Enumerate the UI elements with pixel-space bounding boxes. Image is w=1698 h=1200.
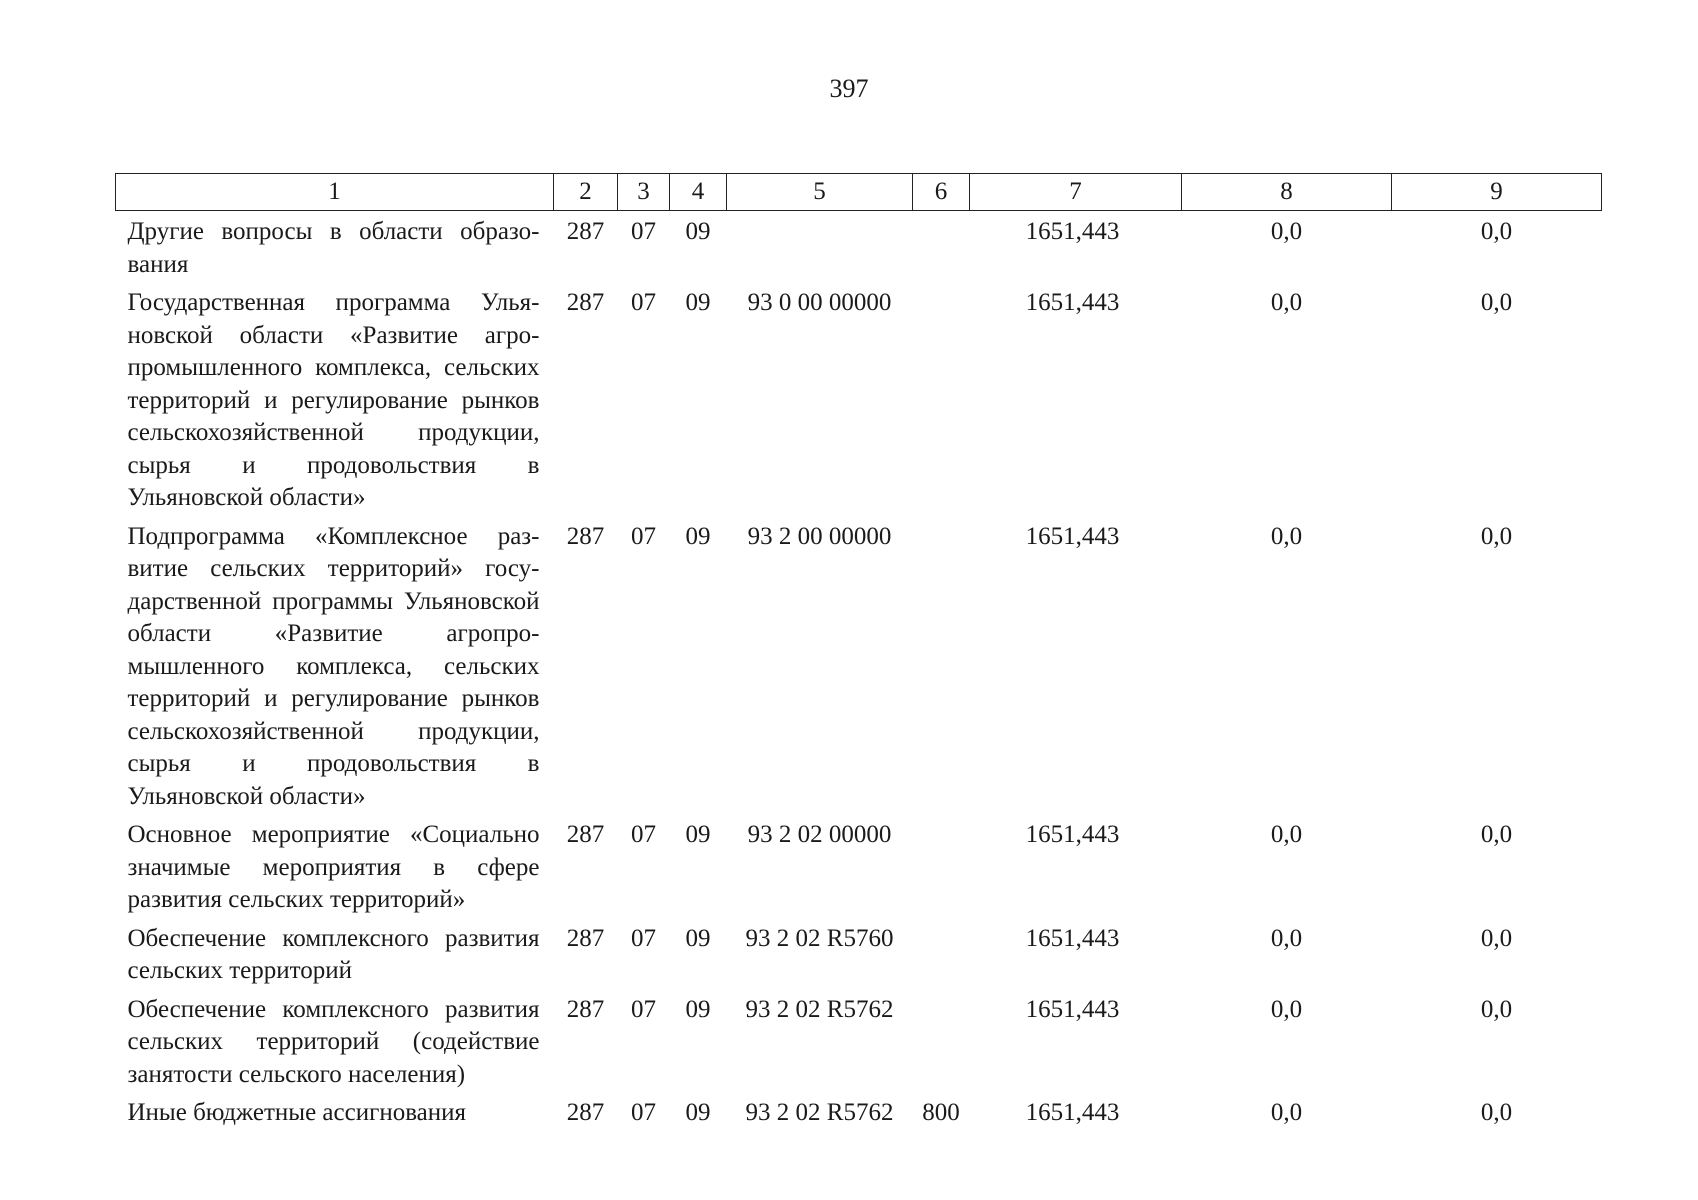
- column-header-5: 5: [727, 174, 913, 211]
- row-code-3: 07: [631, 995, 656, 1023]
- row-code-6: [913, 211, 970, 282]
- row-amount-9: 0,0: [1480, 522, 1513, 550]
- row-amount-8: 0,0: [1270, 522, 1303, 550]
- row-code-4: 09: [685, 995, 711, 1023]
- row-amount-8: 0,0: [1270, 218, 1303, 245]
- row-amount-8: 0,0: [1270, 995, 1303, 1023]
- row-code-2: 287: [566, 218, 605, 245]
- row-amount-7: 1651,443: [1025, 924, 1120, 952]
- table-row: [116, 917, 1602, 988]
- table-row: [116, 211, 1602, 282]
- row-code-3: 07: [631, 1099, 656, 1126]
- row-code-5: 93 2 02 R5760: [745, 924, 894, 952]
- row-code-5: 93 2 00 00000: [747, 522, 892, 550]
- row-amount-7: 1651,443: [1025, 218, 1120, 245]
- row-amount-8: 0,0: [1270, 821, 1303, 848]
- row-code-5: 93 2 02 R5762: [745, 995, 894, 1023]
- row-name: Обеспечение комплексного развития сельских территорий (содействие занятости сельского населения): [127, 995, 540, 1088]
- row-code-2: 287: [566, 289, 605, 316]
- row-name: Другие вопросы в области образования: [127, 218, 540, 278]
- row-amount-7: 1651,443: [1025, 289, 1120, 316]
- table-row: [116, 988, 1602, 1092]
- row-code-6: 800: [922, 1099, 960, 1126]
- row-code-6: [913, 281, 970, 515]
- row-amount-8: 0,0: [1270, 1099, 1303, 1126]
- row-name: Основное мероприятие «Социально значимые мероприятия в сфере развития сельских территорий»: [127, 821, 540, 913]
- row-code-5: 93 0 00 00000: [747, 289, 892, 316]
- row-amount-8: 0,0: [1270, 289, 1303, 316]
- budget-table: [115, 173, 1602, 1130]
- row-amount-8: 0,0: [1270, 924, 1303, 952]
- row-code-4: 09: [685, 289, 711, 316]
- column-header-7: 7: [970, 174, 1182, 211]
- row-code-5: 93 2 02 R5762: [745, 1099, 894, 1126]
- table-row: [116, 515, 1602, 814]
- column-header-9: 9: [1392, 174, 1602, 211]
- row-code-3: 07: [631, 522, 656, 550]
- column-header-1: 1: [116, 174, 554, 211]
- row-code-6: [913, 515, 970, 814]
- row-name: Иные бюджетные ассигнования: [127, 1099, 467, 1126]
- column-header-2: 2: [554, 174, 618, 211]
- row-code-3: 07: [631, 218, 656, 245]
- row-code-2: 287: [566, 1099, 605, 1126]
- row-amount-9: 0,0: [1480, 924, 1513, 952]
- row-code-3: 07: [631, 924, 656, 952]
- table-row: [116, 281, 1602, 515]
- row-amount-7: 1651,443: [1025, 1099, 1120, 1126]
- row-name: Подпрограмма «Комплексное развитие сельских территорий» государственной программы Ульяновской области «Развитие агропромышленного комплекса, сельских территорий и регулирование рынков сельскохозяйственной продукции, сырья и продовольствия в Ульяновской области»: [127, 522, 540, 810]
- row-code-4: 09: [685, 1099, 711, 1126]
- page-number: 397: [829, 74, 869, 103]
- row-code-2: 287: [566, 821, 605, 848]
- row-code-2: 287: [566, 522, 605, 550]
- row-amount-9: 0,0: [1480, 995, 1513, 1023]
- table-body: [116, 211, 1602, 1130]
- row-name: Обеспечение комплексного развития сельских территорий: [127, 924, 540, 984]
- row-amount-9: 0,0: [1480, 289, 1513, 316]
- row-name: Государственная программа Ульяновской области «Развитие агропромышленного комплекса, сельских территорий и регулирование рынков сельскохозяйственной продукции, сырья и продовольствия в Ульяновской области»: [127, 289, 540, 511]
- row-code-4: 09: [685, 522, 711, 550]
- row-code-3: 07: [631, 821, 656, 848]
- row-code-5: 93 2 02 00000: [747, 821, 892, 848]
- row-code-6: [913, 988, 970, 1092]
- column-header-4: 4: [670, 174, 727, 211]
- column-header-6: 6: [913, 174, 970, 211]
- table-row: [116, 813, 1602, 917]
- row-code-6: [913, 813, 970, 917]
- row-amount-9: 0,0: [1480, 218, 1513, 245]
- row-amount-7: 1651,443: [1025, 995, 1120, 1023]
- row-code-5: [727, 211, 913, 282]
- row-code-4: 09: [685, 924, 711, 952]
- row-amount-7: 1651,443: [1025, 522, 1120, 550]
- row-code-4: 09: [685, 218, 711, 245]
- column-header-3: 3: [618, 174, 670, 211]
- row-code-4: 09: [685, 821, 711, 848]
- row-code-6: [913, 917, 970, 988]
- row-amount-9: 0,0: [1480, 821, 1513, 848]
- row-amount-7: 1651,443: [1025, 821, 1120, 848]
- column-header-8: 8: [1182, 174, 1392, 211]
- row-code-2: 287: [566, 924, 605, 952]
- table-header: [116, 174, 1602, 211]
- table-row: [116, 1091, 1602, 1130]
- row-code-3: 07: [631, 289, 656, 316]
- row-amount-9: 0,0: [1480, 1099, 1513, 1126]
- row-code-2: 287: [566, 995, 605, 1023]
